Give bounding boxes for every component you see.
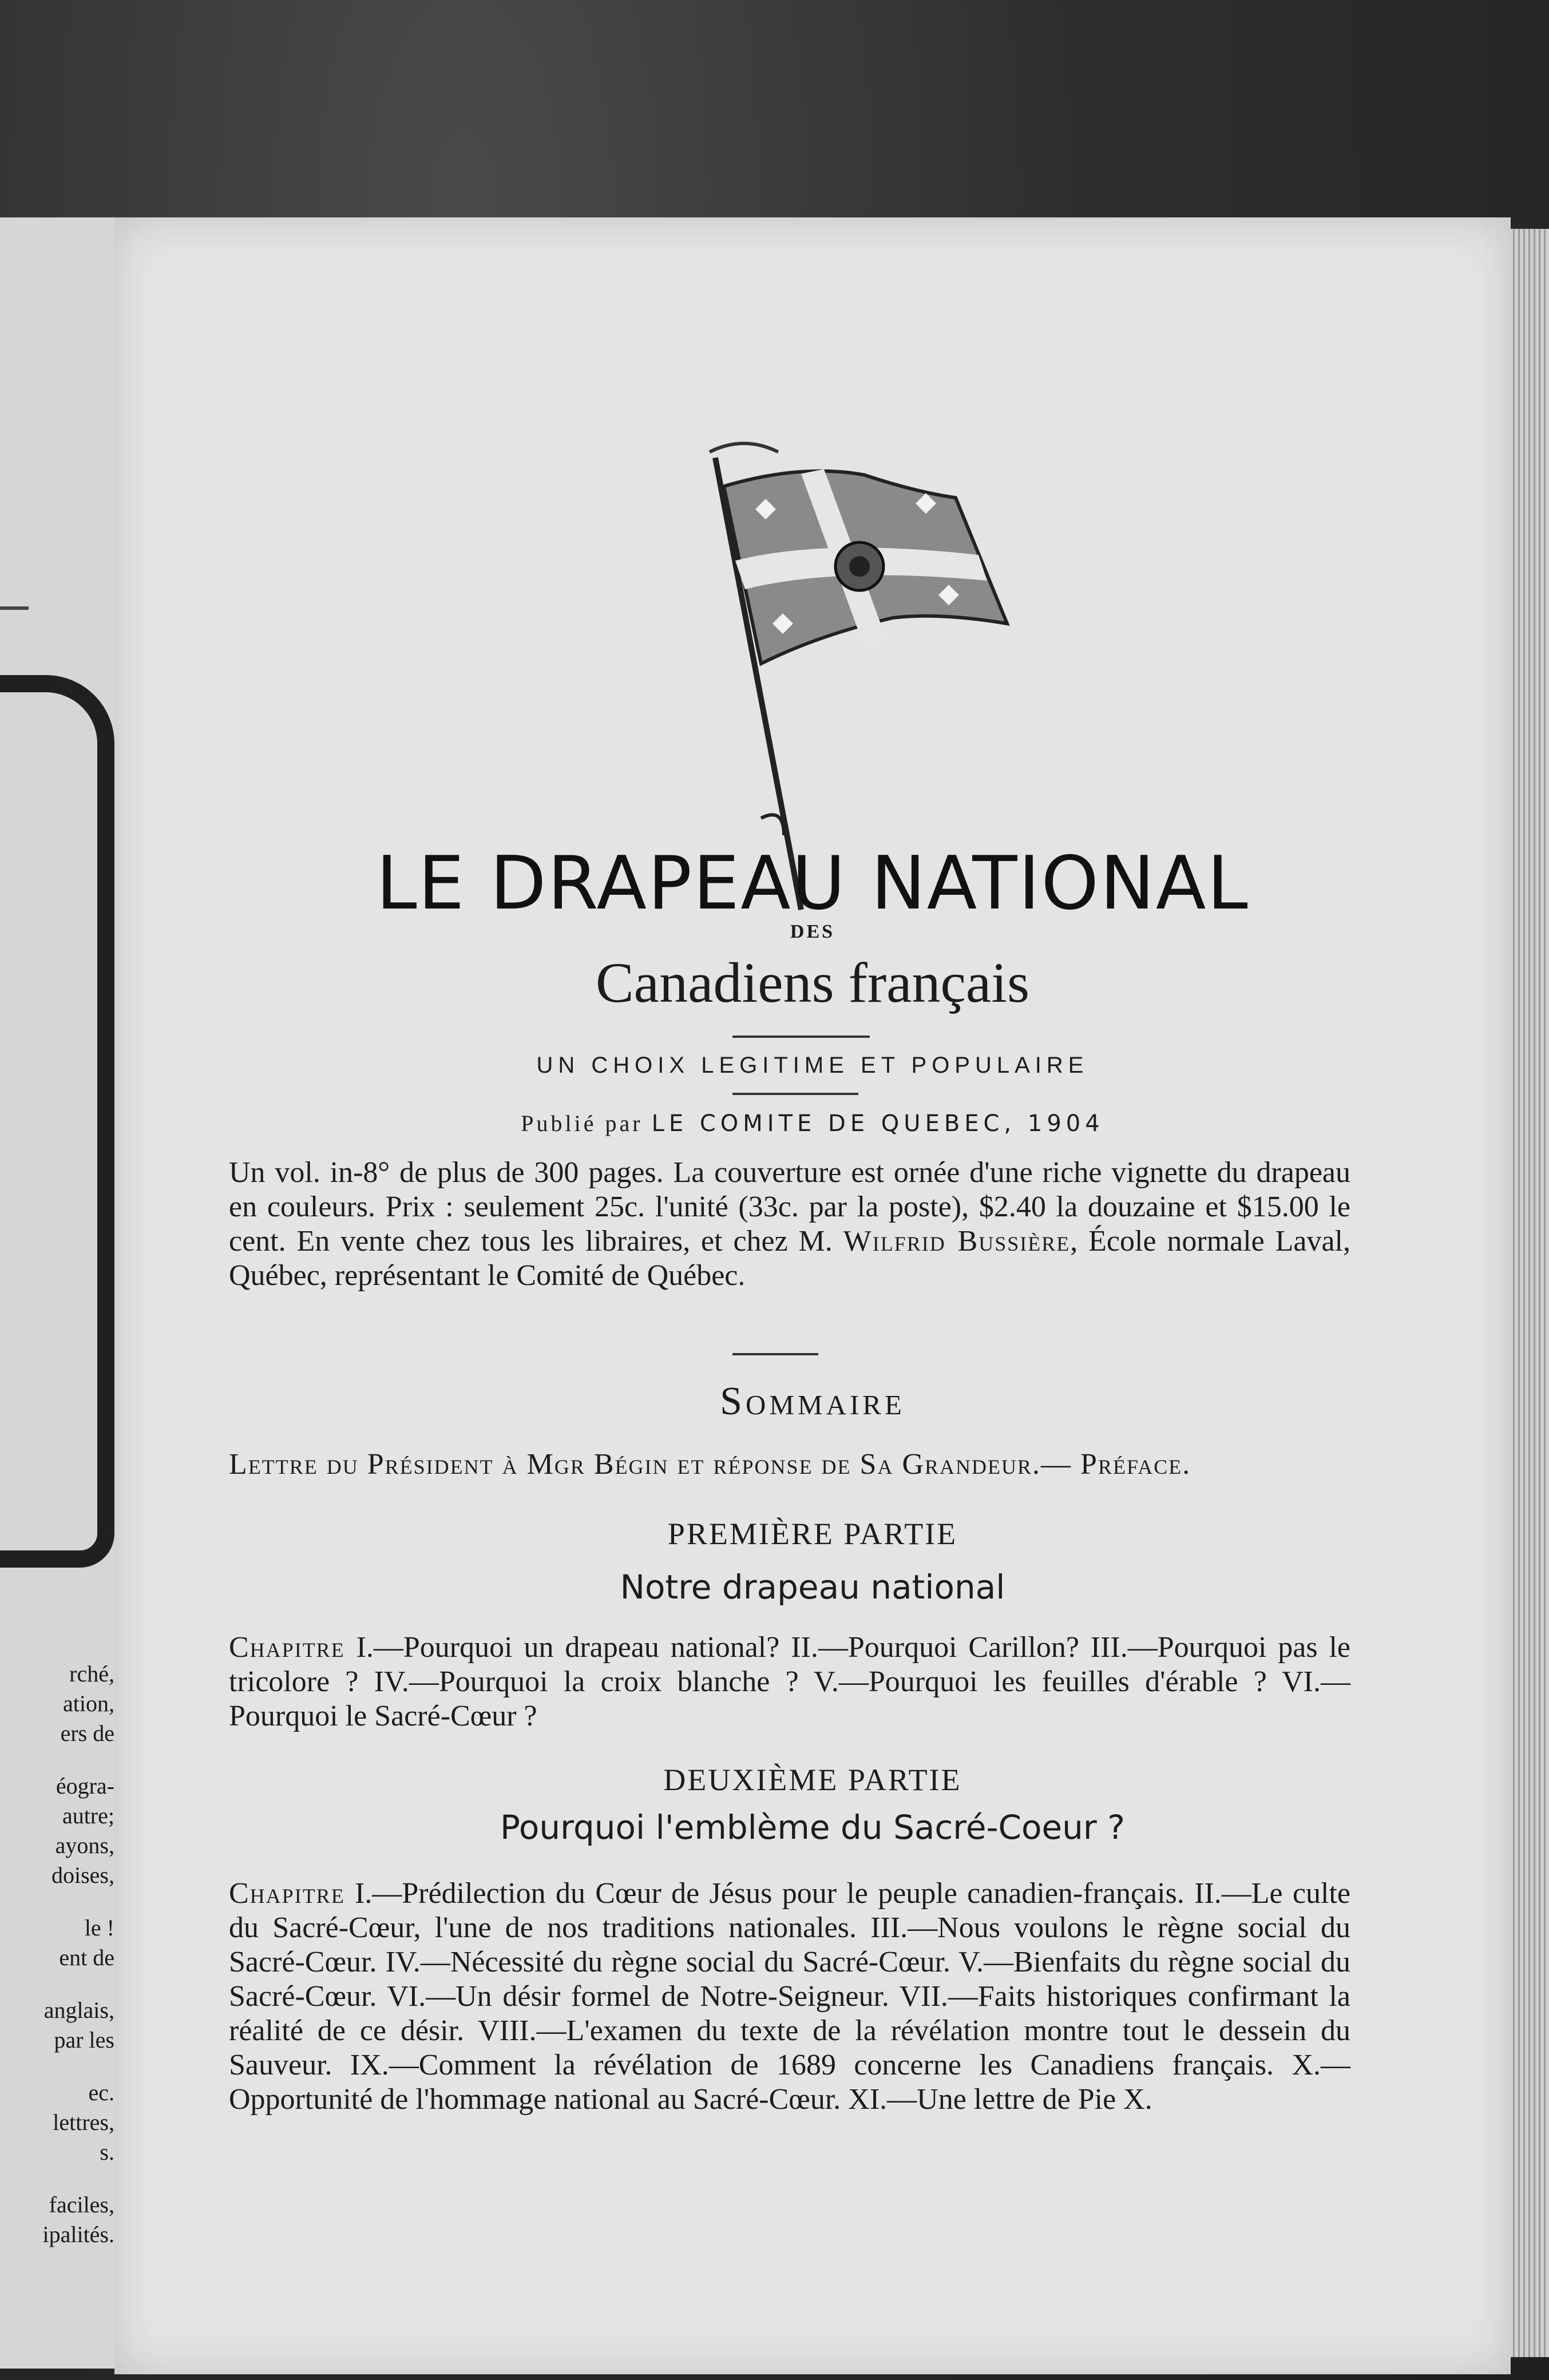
part-one-label: PREMIÈRE PARTIE [667,1517,958,1551]
part-one-title: Notre drapeau national [620,1568,1005,1606]
publisher-name: LE COMITE DE QUEBEC, 1904 [651,1110,1104,1137]
divider [732,1093,858,1095]
part-two-chapters-text: I.—Prédilection du Cœur de Jésus pour le peuple canadien-français. II.—Le culte du Sacré-Cœur, l'une de nos traditions nationales. III.—Nous voulons le règne social du Sacré-Cœur. IV.—Nécessité du règne social du Sacré-Cœur. V.—Bienfaits du règne social du Sacré-Cœur. VI.—Un désir formel de Notre-Seigneur. VII.—Faits historiques confirmant la réalité de ce désir. VIII.—L'examen du texte de la révélation montre tout le dessein du Sauveur. IX.—Comment la révélation de 1689 concerne les Canadiens français. X.—Opportunité de l'hommage national au Sacré-Cœur. XI.—Une lettre de Pie X. [229,1877,1350,2116]
left-page-fragment-line: éogra- [56,1773,114,1799]
left-page-rule [0,606,29,610]
agent-name: Wilfrid Bussière [843,1225,1071,1258]
left-page-fragment-line: ers de [60,1720,114,1746]
part-one-chapters [229,1631,1350,1734]
divider [732,1036,870,1038]
description-text: Un vol. in-8° de plus de 300 pages. La couverture est ornée d'une riche vignette du drapeau en couleurs. Prix : seulement 25c. l'unité (33c. par la poste), $2.40 la douzaine et $15.00 le cent. En vente chez tous les libraires, et chez M. [229,1156,1350,1258]
book-subtitle: Canadiens français [595,951,1029,1014]
chapitre-label: Chapitre [229,1631,345,1664]
sommaire-heading: Sommaire [720,1379,905,1423]
sommaire-intro [229,1447,1350,1482]
left-page-fragment-line: par les [54,2027,114,2053]
part-one-chapters-text: I.—Pourquoi un drapeau national? II.—Pourquoi Carillon? III.—Pourquoi pas le tricolore ? IV.—Pourquoi la croix blanche ? V.—Pourquoi les feuilles d'érable ? VI.—Pourquoi le Sacré-Cœur ? [229,1631,1350,1732]
left-page-text [0,1659,114,2250]
publisher-line [114,1110,1511,1137]
left-page-fragment-line: anglais, [43,1997,114,2023]
left-page-fragment-line: le ! [84,1915,114,1941]
left-page-fragment-line: autre; [62,1803,114,1828]
description-text-end: , École normale Laval, Québec, représentant le Comité de Québec. [229,1225,1350,1292]
left-page-ornament [0,675,114,1568]
left-page-fragment-line: rché, [69,1661,114,1687]
book-tagline: UN CHOIX LEGITIME ET POPULAIRE [536,1053,1089,1078]
left-page-fragment-line: ation, [63,1691,114,1716]
left-page-fragment-line: lettres, [53,2109,114,2135]
book-title: LE DRAPEAU NATIONAL [376,841,1249,926]
left-page-fragment-line: ec. [88,2080,114,2105]
left-page-fragment-line: doises, [51,1862,114,1888]
left-page-fragment [0,217,120,2369]
left-page-fragment-line: s. [100,2139,114,2165]
title-connector: DES [790,921,835,942]
publisher-prefix: Publié par [521,1110,643,1136]
document-page [114,217,1511,2374]
part-two-title: Pourquoi l'emblème du Sacré-Coeur ? [500,1808,1125,1847]
book-description [229,1156,1350,1293]
part-two-label: DEUXIÈME PARTIE [663,1763,962,1797]
left-page-fragment-line: ayons, [55,1832,114,1858]
sommaire-intro-text: Lettre du Président à Mgr Bégin et réponse de Sa Grandeur.— Préface. [229,1448,1191,1481]
left-page-fragment-line: faciles, [49,2192,114,2218]
chapitre-label: Chapitre [229,1877,345,1910]
left-page-fragment-line: ipalités. [42,2222,114,2247]
part-two-chapters [229,1877,1350,2117]
divider [732,1353,818,1355]
left-page-fragment-line: ent de [59,1945,114,1970]
